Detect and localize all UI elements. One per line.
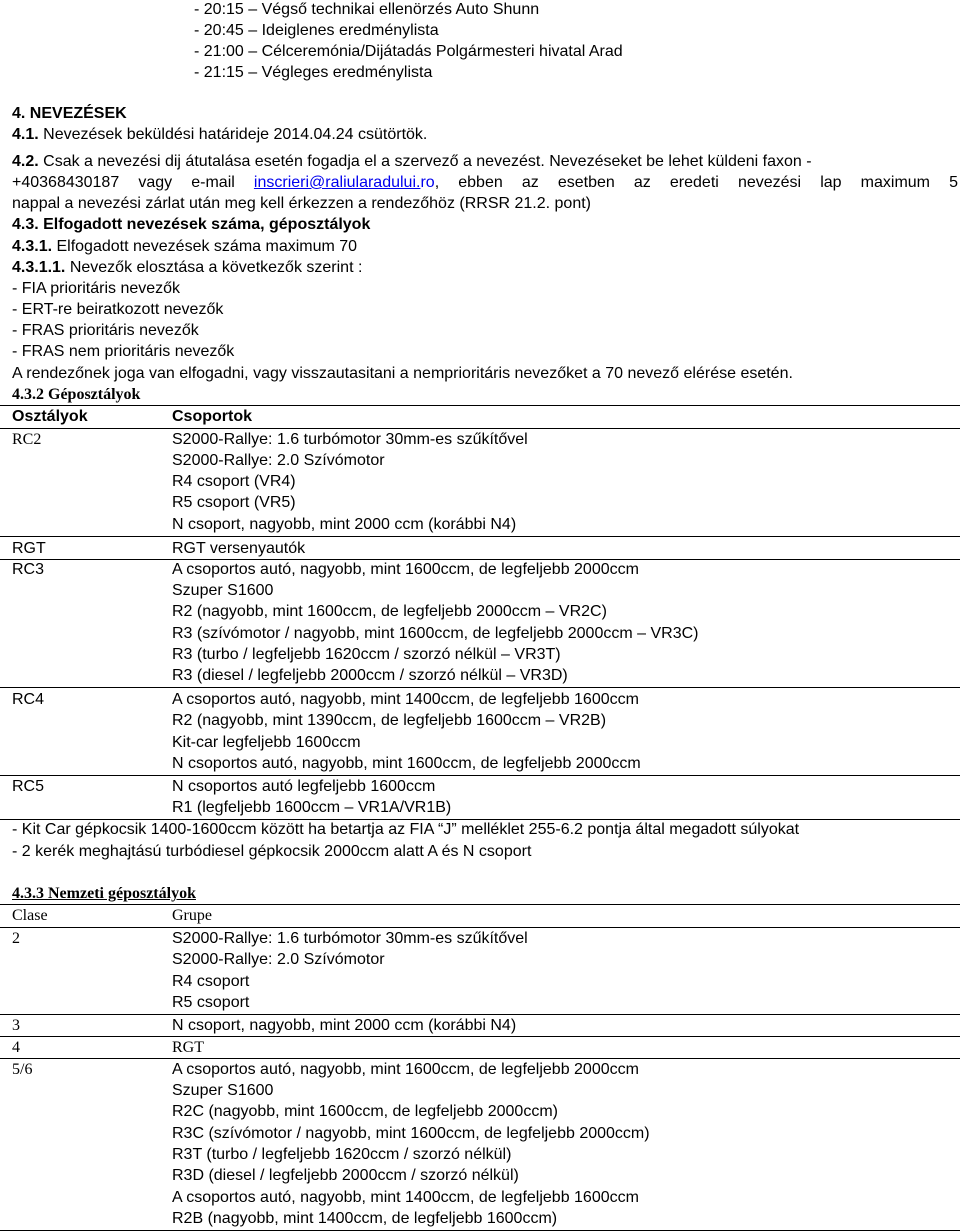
table-cell-class: 5/6 — [12, 1061, 33, 1078]
table-cell-group: N csoport, nagyobb, mint 2000 ccm (korábbi N4) — [172, 1017, 517, 1034]
paragraph-text: , ebben az esetben az eredeti nevezési lap maximum 5 — [434, 174, 958, 191]
table-cell-group: R4 csoport (VR4) — [172, 473, 296, 490]
table-cell-group: R5 csoport — [172, 994, 250, 1011]
table-note: - Kit Car gépkocsik 1400-1600ccm között ha betartja az FIA “J” melléklet 255-6.2 pontja által megadott súlyokat — [12, 821, 800, 838]
table-cell-group: N csoportos autó, nagyobb, mint 1600ccm, de legfeljebb 2000ccm — [172, 755, 641, 772]
schedule-item: - 21:00 – Célceremónia/Dijátadás Polgármesteri hivatal Arad — [194, 43, 623, 60]
table-cell-group: S2000-Rallye: 2.0 Szívómotor — [172, 452, 385, 469]
table-cell-group: RGT — [172, 1039, 204, 1056]
table-rule — [0, 1058, 960, 1059]
table-cell-group: Szuper S1600 — [172, 1082, 274, 1099]
table-title: 4.3.2 Géposztályok — [12, 386, 141, 403]
list-item: - FRAS nem prioritáris nevezők — [12, 343, 235, 360]
table-cell-class: RC3 — [12, 561, 45, 578]
table-cell-group: S2000-Rallye: 1.6 turbómotor 30mm-es szűkítővel — [172, 930, 528, 947]
paragraph-text: +40368430187 vagy e-mail — [12, 174, 254, 191]
paragraph-text: Nevezések beküldési határideje 2014.04.24 csütörtök. — [38, 126, 428, 143]
table-cell-group: S2000-Rallye: 2.0 Szívómotor — [172, 951, 385, 968]
table-rule — [0, 1014, 960, 1015]
table-cell-group: N csoportos autó legfeljebb 1600ccm — [172, 778, 436, 795]
table-note: - 2 kerék meghajtású turbódiesel gépkocsik 2000ccm alatt A és N csoport — [12, 843, 532, 860]
paragraph-4-2-line2 — [12, 173, 958, 193]
table-title: 4.3.3 Nemzeti géposztályok — [12, 885, 196, 902]
table-cell-group: R3C (szívómotor / nagyobb, mint 1600ccm, de legfeljebb 2000ccm) — [172, 1125, 650, 1142]
table-rule — [0, 536, 960, 537]
list-item: - FIA prioritáris nevezők — [12, 280, 181, 297]
table-cell-group: R1 (legfeljebb 1600ccm – VR1A/VR1B) — [172, 799, 452, 816]
paragraph-number: 4.1. — [12, 126, 39, 143]
table-cell-group: R2C (nagyobb, mint 1600ccm, de legfeljebb 2000ccm) — [172, 1103, 558, 1120]
table-cell-group: A csoportos autó, nagyobb, mint 1400ccm, de legfeljebb 1600ccm — [172, 691, 639, 708]
paragraph-4-3-1-1 — [12, 258, 362, 278]
table-cell-class: RC2 — [12, 431, 42, 448]
table-cell-class: 3 — [12, 1017, 20, 1034]
list-item: - FRAS prioritáris nevezők — [12, 322, 199, 339]
paragraph-text: Csak a nevezési dij átutalása esetén fogadja el a szervező a nevezést. Nevezéseket be lehet küldeni faxon - — [38, 153, 812, 170]
paragraph-number: 4.3.1.1. — [12, 259, 66, 276]
table-cell-group: R3T (turbo / legfeljebb 1620ccm / szorzó nélkül) — [172, 1146, 512, 1163]
table-rule — [0, 405, 960, 406]
table-cell-class: 2 — [12, 930, 20, 947]
table-cell-group: R2B (nagyobb, mint 1400ccm, de legfeljebb 1600ccm) — [172, 1210, 558, 1227]
paragraph-text: Nevezők elosztása a következők szerint : — [65, 259, 363, 276]
schedule-item: - 20:45 – Ideiglenes eredménylista — [194, 22, 439, 39]
table-rule — [0, 1036, 960, 1037]
table-rule — [0, 775, 960, 776]
table-rule — [0, 904, 960, 905]
table-cell-group: R4 csoport — [172, 973, 250, 990]
table-cell-class: RC4 — [12, 691, 45, 708]
table-rule — [0, 428, 960, 429]
table-cell-class: RC5 — [12, 778, 45, 795]
table-cell-class: RGT — [12, 540, 46, 557]
table-header-group: Csoportok — [172, 408, 252, 425]
table-cell-group: A csoportos autó, nagyobb, mint 1600ccm, de legfeljebb 2000ccm — [172, 1061, 639, 1078]
table-cell-group: Kit-car legfeljebb 1600ccm — [172, 734, 361, 751]
table-cell-group: A csoportos autó, nagyobb, mint 1400ccm, de legfeljebb 1600ccm — [172, 1189, 639, 1206]
table-cell-group: RGT versenyautók — [172, 540, 306, 557]
table-cell-group: R3D (diesel / legfeljebb 2000ccm / szorzó nélkül) — [172, 1167, 519, 1184]
paragraph-4-2-line1 — [12, 152, 812, 172]
table-cell-group: A csoportos autó, nagyobb, mint 1600ccm, de legfeljebb 2000ccm — [172, 561, 639, 578]
table-header-group: Grupe — [172, 907, 212, 924]
paragraph-number: 4.3.1. — [12, 238, 53, 255]
paragraph-4-3: 4.3. Elfogadott nevezések száma, géposztályok — [12, 216, 371, 233]
section-heading: 4. NEVEZÉSEK — [12, 105, 127, 122]
table-rule — [0, 927, 960, 928]
paragraph-4-3-1 — [12, 237, 357, 257]
table-cell-group: R3 (turbo / legfeljebb 1620ccm / szorzó nélkül – VR3T) — [172, 646, 561, 663]
email-link-tld[interactable]: ro — [420, 174, 435, 191]
table-cell-group: N csoport, nagyobb, mint 2000 ccm (korábbi N4) — [172, 516, 517, 533]
table-cell-group: R3 (szívómotor / nagyobb, mint 1600ccm, de legfeljebb 2000ccm – VR3C) — [172, 625, 699, 642]
rights-note: A rendezőnek joga van elfogadni, vagy visszautasitani a nemprioritáris nevezőket a 70 nevező elérése esetén. — [12, 365, 793, 382]
table-header-class: Osztályok — [12, 408, 88, 425]
schedule-item: - 20:15 – Végső technikai ellenörzés Auto Shunn — [194, 1, 540, 18]
table-cell-group: R2 (nagyobb, mint 1390ccm, de legfeljebb 1600ccm – VR2B) — [172, 712, 607, 729]
table-rule — [0, 687, 960, 688]
table-cell-group: Szuper S1600 — [172, 582, 274, 599]
table-cell-group: R3 (diesel / legfeljebb 2000ccm / szorzó nélkül – VR3D) — [172, 667, 568, 684]
table-header-class: Clase — [12, 907, 48, 924]
email-link[interactable]: inscrieri@raliularadului. — [253, 174, 421, 191]
paragraph-4-2-line3: nappal a nevezési zárlat után meg kell érkezzen a rendezőhöz (RRSR 21.2. pont) — [12, 195, 591, 212]
paragraph-text: Elfogadott nevezések száma maximum 70 — [52, 238, 358, 255]
list-item: - ERT-re beiratkozott nevezők — [12, 301, 224, 318]
table-cell-class: 4 — [12, 1039, 20, 1056]
table-cell-group: R2 (nagyobb, mint 1600ccm, de legfeljebb 2000ccm – VR2C) — [172, 603, 607, 620]
table-cell-group: R5 csoport (VR5) — [172, 494, 296, 511]
table-cell-group: S2000-Rallye: 1.6 turbómotor 30mm-es szűkítővel — [172, 431, 528, 448]
paragraph-4-1 — [12, 125, 427, 145]
paragraph-number: 4.2. — [12, 153, 39, 170]
schedule-item: - 21:15 – Végleges eredménylista — [194, 64, 433, 81]
